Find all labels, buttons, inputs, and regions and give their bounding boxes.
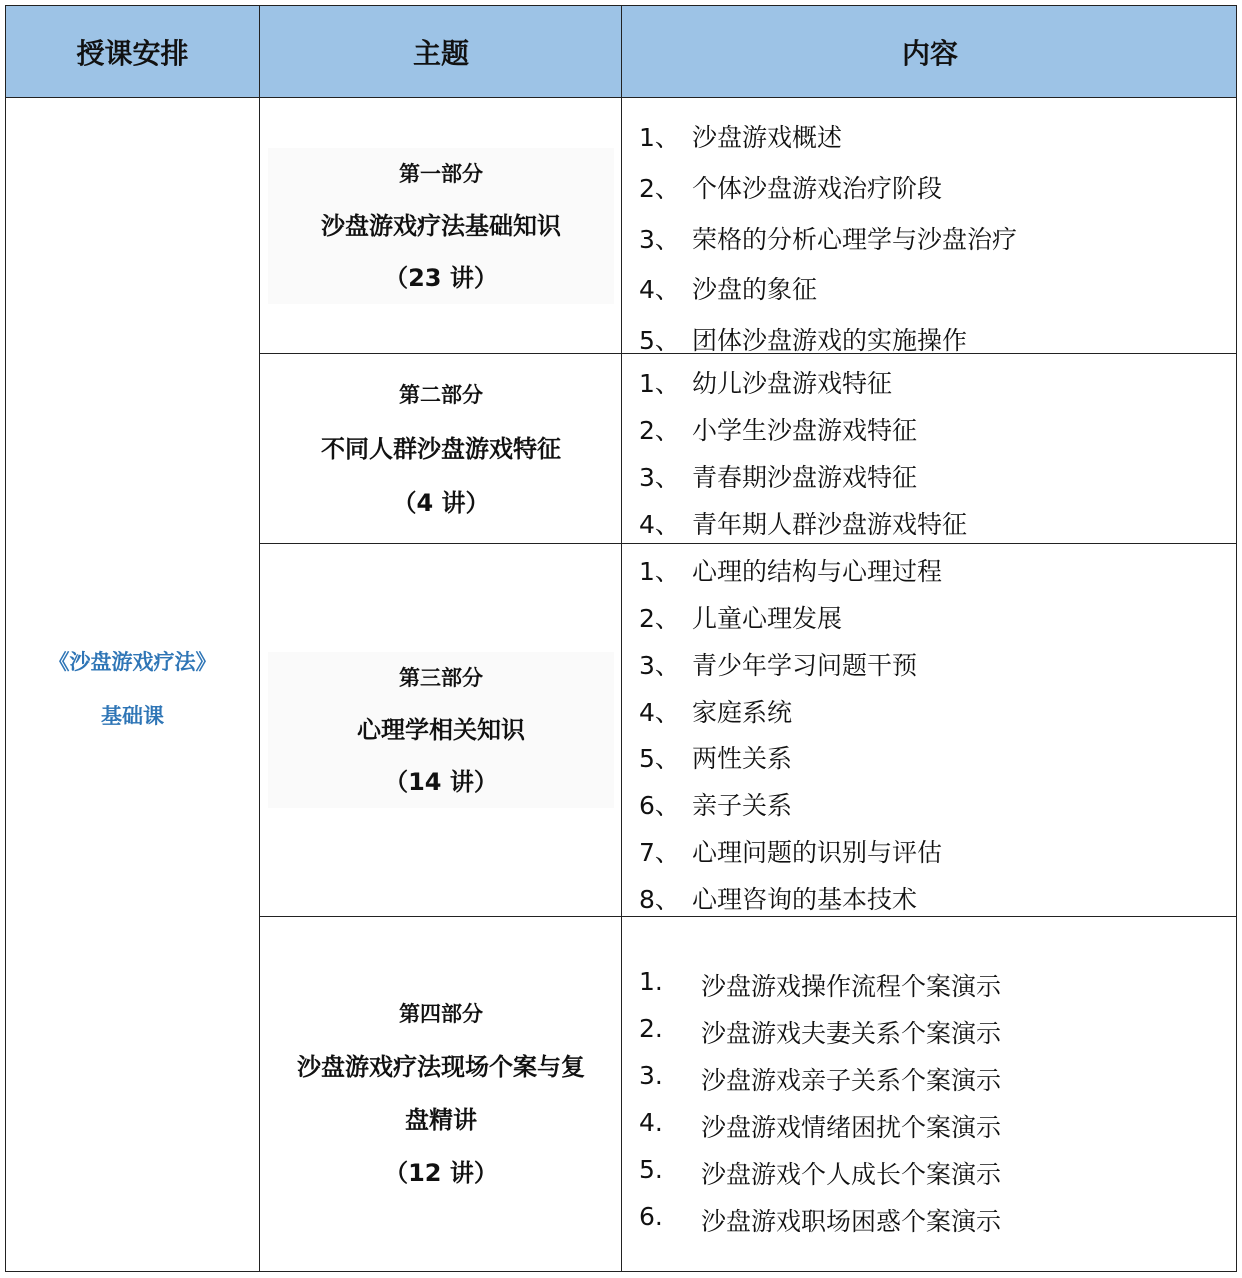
list-item: 4、 青年期人群沙盘游戏特征	[639, 510, 968, 539]
part-4-count: （12 讲）	[384, 1159, 498, 1187]
list-item: 4、 沙盘的象征	[639, 275, 818, 304]
list-item: 1、 幼儿沙盘游戏特征	[639, 369, 893, 398]
list-item: 3、 青少年学习问题干预	[639, 651, 918, 680]
list-item: 2、 个体沙盘游戏治疗阶段	[639, 174, 943, 203]
header-schedule: 授课安排	[76, 37, 189, 70]
list-item: 2、 儿童心理发展	[639, 604, 843, 633]
course-name	[6, 98, 259, 1271]
part-4-items	[623, 917, 1237, 1271]
part-4-title: 沙盘游戏疗法现场个案与复	[297, 1053, 585, 1081]
course-subtitle: 基础课	[101, 703, 164, 728]
list-item: 1、 沙盘游戏概述	[639, 123, 843, 152]
part-2-count: （4 讲）	[392, 488, 490, 517]
list-item: 1、 心理的结构与心理过程	[639, 557, 943, 586]
list-item: 8、 心理咨询的基本技术	[639, 885, 918, 914]
list-item: 4. 沙盘游戏情绪困扰个案演示	[639, 1108, 1002, 1142]
list-item: 2、 小学生沙盘游戏特征	[639, 416, 918, 445]
part-3-title: 心理学相关知识	[357, 716, 525, 744]
part-1-items	[623, 98, 1237, 353]
part-2-name: 第二部分	[399, 382, 483, 407]
course-title: 《沙盘游戏疗法》	[48, 649, 217, 674]
header-topic: 主题	[412, 37, 469, 70]
list-item: 1. 沙盘游戏操作流程个案演示	[639, 967, 1002, 1001]
list-item: 5、 两性关系	[639, 744, 793, 773]
list-item: 3、 青春期沙盘游戏特征	[639, 463, 918, 492]
header-content: 内容	[901, 37, 958, 70]
part-3-topic	[260, 544, 622, 916]
list-item: 6、 亲子关系	[639, 791, 793, 820]
part-2-title: 不同人群沙盘游戏特征	[321, 434, 561, 463]
list-item: 5、 团体沙盘游戏的实施操作	[639, 326, 968, 355]
part-1-title: 沙盘游戏疗法基础知识	[321, 211, 561, 240]
part-1-topic	[260, 98, 622, 353]
part-4-name: 第四部分	[399, 1002, 483, 1026]
list-item: 2. 沙盘游戏夫妻关系个案演示	[639, 1014, 1002, 1048]
part-3-items	[623, 544, 1237, 916]
list-item: 5. 沙盘游戏个人成长个案演示	[639, 1155, 1002, 1189]
part-1-count: （23 讲）	[384, 263, 498, 292]
part-1-name: 第一部分	[399, 161, 483, 186]
part-3-count: （14 讲）	[384, 768, 498, 796]
part-4-title-cont: 盘精讲	[405, 1106, 477, 1134]
list-item: 4、 家庭系统	[639, 698, 793, 727]
part-2-items	[623, 354, 1237, 543]
part-2-topic	[260, 354, 622, 543]
part-4-topic	[260, 917, 622, 1271]
part-3-name: 第三部分	[399, 666, 483, 690]
list-item: 3、 荣格的分析心理学与沙盘治疗	[639, 225, 1018, 254]
list-item: 3. 沙盘游戏亲子关系个案演示	[639, 1061, 1002, 1095]
list-item: 7、 心理问题的识别与评估	[639, 838, 943, 867]
list-item: 6. 沙盘游戏职场困惑个案演示	[639, 1202, 1002, 1236]
course-table	[5, 5, 1237, 1272]
